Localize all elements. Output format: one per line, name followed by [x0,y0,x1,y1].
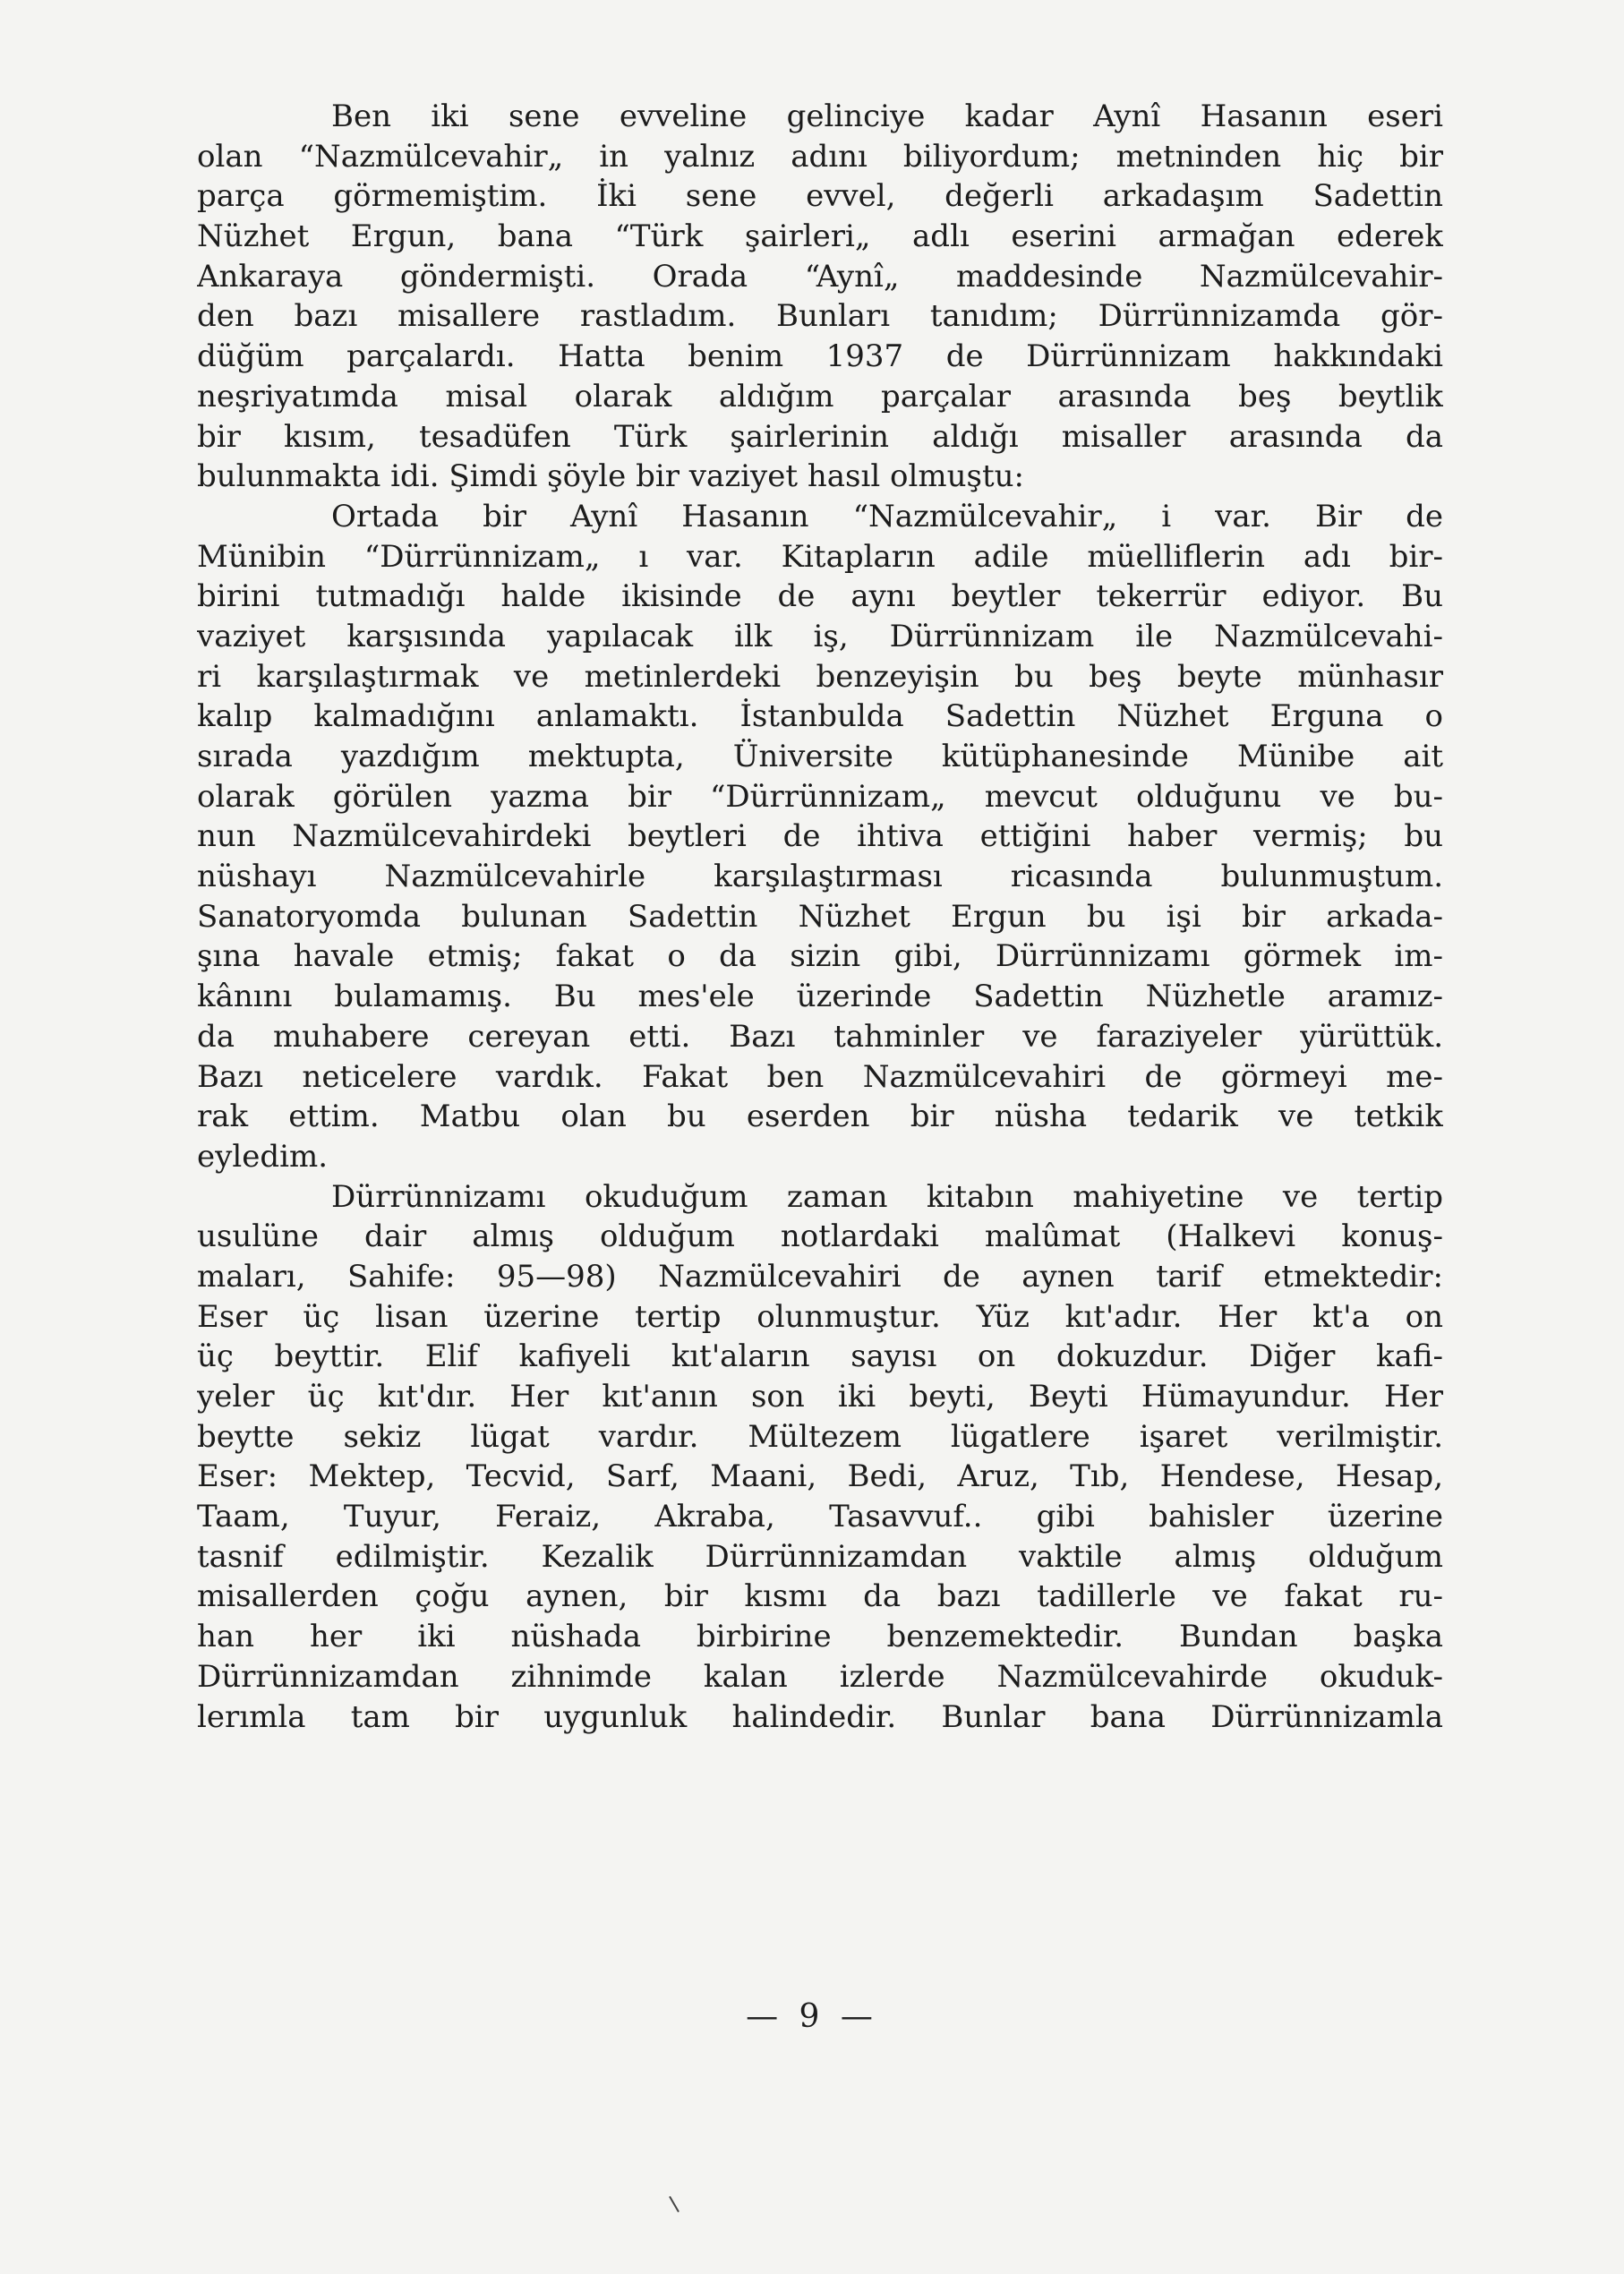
text-line: Dürrünnizamı okuduğum zaman kitabın mahiyetine ve tertip [331,1178,1443,1215]
text-line: parça görmemiştim. İki sene evvel, değerli arkadaşım Sadettin [197,178,1443,215]
text-line: bir kısım, tesadüfen Türk şairlerinin aldığı misaller arasında da [197,418,1443,455]
text-line: rak ettim. Matbu olan bu eserden bir nüsha tedarik ve tetkik [197,1099,1443,1135]
text-line: kânını bulamamış. Bu mes'ele üzerinde Sadettin Nüzhetle aramız- [197,979,1443,1015]
text-line: Sanatoryomda bulunan Sadettin Nüzhet Ergun bu işi bir arkada- [197,898,1443,935]
text-line: nüshayı Nazmülcevahirle karşılaştırması ricasında bulunmuştum. [197,859,1443,895]
text-line: olan “Nazmülcevahir„ in yalnız adını biliyordum; metninden hiç bir [197,138,1443,175]
text-line: Ortada bir Aynî Hasanın “Nazmülcevahir„ i var. Bir de [331,498,1443,534]
text-line: Nüzhet Ergun, bana “Türk şairleri„ adlı eserini armağan ederek [197,218,1443,255]
text-line: Bazı neticelere vardık. Fakat ben Nazmülcevahiri de görmeyi me- [197,1058,1443,1095]
text-line: Dürrünnizamdan zihnimde kalan izlerde Nazmülcevahirde okuduk- [197,1658,1443,1695]
text-line: neşriyatımda misal olarak aldığım parçalar arasında beş beytlik [197,378,1443,415]
text-line: Münibin “Dürrünnizam„ ı var. Kitapların adile müelliflerin adı bir- [197,538,1443,575]
page-number: — 9 — [746,1998,878,2035]
text-line: üç beyttir. Elif kafiyeli kıt'aların sayısı on dokuzdur. Diğer kafi- [197,1338,1443,1375]
text-line: olarak görülen yazma bir “Dürrünnizam„ mevcut olduğunu ve bu- [197,778,1443,815]
text-line: misallerden çoğu aynen, bir kısmı da bazı tadillerle ve fakat ru- [197,1578,1443,1615]
text-line: usulüne dair almış olduğum notlardaki malûmat (Halkevi konuş- [197,1218,1443,1255]
text-line: beytte sekiz lügat vardır. Mültezem lügatlere işaret verilmiştir. [197,1418,1443,1455]
text-line: ri karşılaştırmak ve metinlerdeki benzeyişin bu beş beyte münhasır [197,658,1443,695]
text-line: Eser: Mektep, Tecvid, Sarf, Maani, Bedi, Aruz, Tıb, Hendese, Hesap, [197,1458,1443,1495]
text-line: Ben iki sene evveline gelinciye kadar Aynî Hasanın eseri [331,98,1443,134]
paragraph-2 [197,497,1443,1177]
text-line: da muhabere cereyan etti. Bazı tahminler ve faraziyeler yürüttük. [197,1018,1443,1055]
text-line: Taam, Tuyur, Feraiz, Akraba, Tasavvuf.. gibi bahisler üzerine [197,1499,1443,1535]
text-line: yeler üç kıt'dır. Her kıt'anın son iki beyti, Beyti Hümayundur. Her [197,1379,1443,1415]
text-line: Eser üç lisan üzerine tertip olunmuştur. Yüz kıt'adır. Her kt'a on [197,1298,1443,1335]
text-line: kalıp kalmadığını anlamaktı. İstanbulda Sadettin Nüzhet Erguna o [197,698,1443,735]
text-line: maları, Sahife: 95—98) Nazmülcevahiri de aynen tarif etmektedir: [197,1258,1443,1295]
text-line: bulunmakta idi. Şimdi şöyle bir vaziyet hasıl olmuştu: [197,458,1024,495]
text-line: nun Nazmülcevahirdeki beytleri de ihtiva ettiğini haber vermiş; bu [197,818,1443,855]
text-line: Ankaraya göndermişti. Orada “Aynî„ maddesinde Nazmülcevahir- [197,258,1443,295]
text-line: lerımla tam bir uygunluk halindedir. Bunlar bana Dürrünnizamla [197,1698,1443,1735]
text-line: birini tutmadığı halde ikisinde de aynı beytler tekerrür ediyor. Bu [197,578,1443,615]
text-line: sırada yazdığım mektupta, Üniversite kütüphanesinde Münibe ait [197,739,1443,774]
scan-mark [669,2196,680,2212]
text-line: tasnif edilmiştir. Kezalik Dürrünnizamdan vaktile almış olduğum [197,1538,1443,1575]
paragraph-3 [197,1177,1443,1738]
text-line: şına havale etmiş; fakat o da sizin gibi, Dürrünnizamı görmek im- [197,938,1443,975]
paragraph-1 [197,97,1443,497]
text-line: den bazı misallere rastladım. Bunları tanıdım; Dürrünnizamda gör- [197,298,1443,335]
text-line: han her iki nüshada birbirine benzemektedir. Bundan başka [197,1619,1443,1655]
page-body [197,97,1443,1737]
text-line: eyledim. [197,1138,329,1175]
text-line: düğüm parçalardı. Hatta benim 1937 de Dürrünnizam hakkındaki [197,338,1443,375]
text-line: vaziyet karşısında yapılacak ilk iş, Dürrünnizam ile Nazmülcevahi- [197,618,1443,654]
